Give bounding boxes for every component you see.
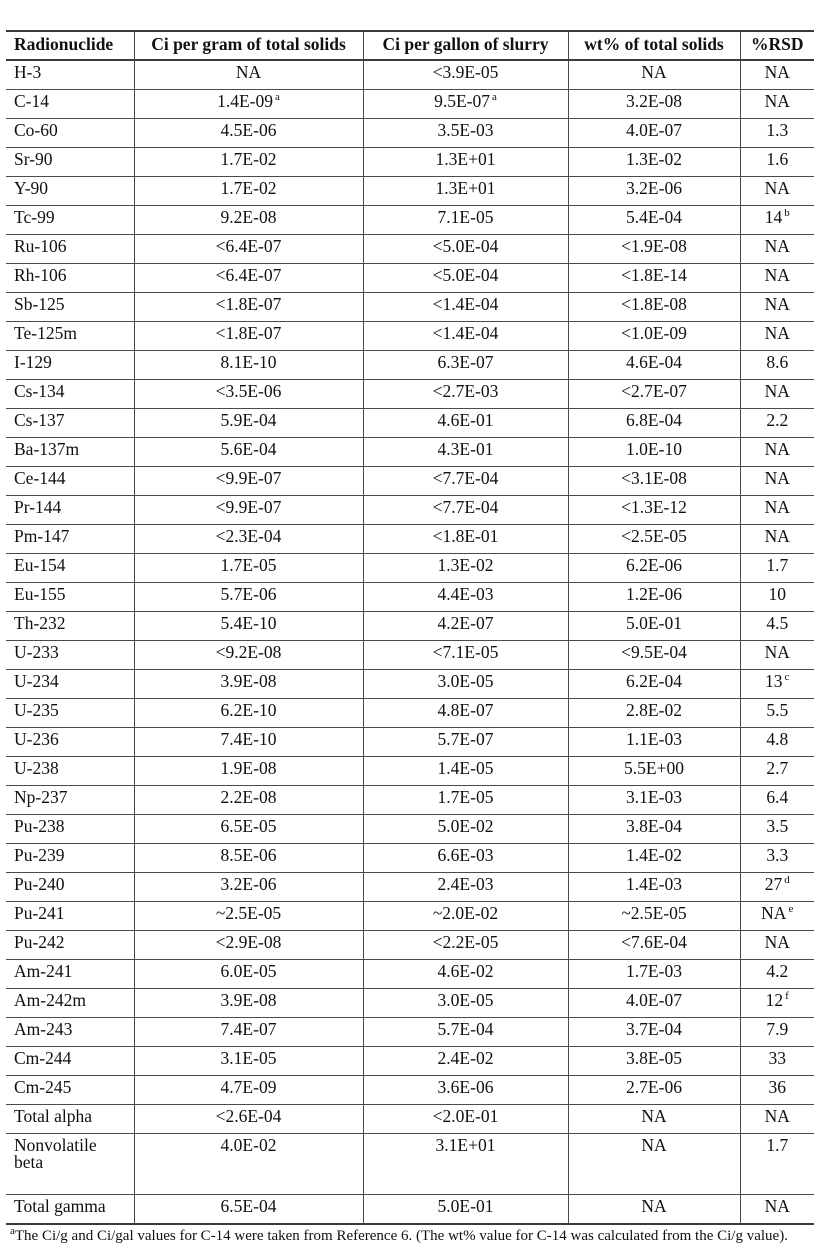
cell-rsd: 1.6 bbox=[740, 147, 814, 176]
cell-ci-per-gallon: 5.0E-02 bbox=[363, 814, 568, 843]
cell-radionuclide: Np-237 bbox=[6, 785, 134, 814]
cell-radionuclide: Co-60 bbox=[6, 118, 134, 147]
cell-wt-percent: 6.2E-06 bbox=[568, 553, 740, 582]
table-row bbox=[6, 698, 814, 727]
footnote-marker: a bbox=[275, 90, 280, 103]
table-row bbox=[6, 466, 814, 495]
table-row bbox=[6, 437, 814, 466]
cell-radionuclide: Nonvolatile beta bbox=[6, 1133, 134, 1194]
table-row bbox=[6, 553, 814, 582]
cell-ci-per-gallon: <1.4E-04 bbox=[363, 292, 568, 321]
cell-rsd: NA bbox=[740, 379, 814, 408]
cell-wt-percent: 5.0E-01 bbox=[568, 611, 740, 640]
cell-ci-per-gram: <9.2E-08 bbox=[134, 640, 363, 669]
cell-ci-per-gram: <2.9E-08 bbox=[134, 930, 363, 959]
cell-radionuclide: U-236 bbox=[6, 727, 134, 756]
cell-wt-percent: 4.6E-04 bbox=[568, 350, 740, 379]
cell-radionuclide: Cs-134 bbox=[6, 379, 134, 408]
cell-ci-per-gram: 3.9E-08 bbox=[134, 988, 363, 1017]
cell-radionuclide: U-233 bbox=[6, 640, 134, 669]
cell-rsd: NA bbox=[740, 437, 814, 466]
cell-wt-percent: <3.1E-08 bbox=[568, 466, 740, 495]
table-row bbox=[6, 785, 814, 814]
table-row bbox=[6, 205, 814, 234]
cell-rsd: NA bbox=[740, 930, 814, 959]
cell-wt-percent: 4.0E-07 bbox=[568, 118, 740, 147]
cell-radionuclide: Am-243 bbox=[6, 1017, 134, 1046]
cell-rsd: NA $^e$ bbox=[740, 901, 814, 930]
table-row bbox=[6, 263, 814, 292]
cell-ci-per-gallon: <2.0E-01 bbox=[363, 1104, 568, 1133]
cell-rsd: NA bbox=[740, 524, 814, 553]
cell-rsd: 5.5 bbox=[740, 698, 814, 727]
cell-wt-percent: 3.2E-08 bbox=[568, 89, 740, 118]
cell-ci-per-gram: 1.9E-08 bbox=[134, 756, 363, 785]
table-row bbox=[6, 147, 814, 176]
cell-ci-per-gram: <9.9E-07 bbox=[134, 466, 363, 495]
cell-wt-percent: 4.0E-07 bbox=[568, 988, 740, 1017]
cell-ci-per-gallon: 7.1E-05 bbox=[363, 205, 568, 234]
table-row bbox=[6, 582, 814, 611]
cell-ci-per-gram: 6.2E-10 bbox=[134, 698, 363, 727]
table-row bbox=[6, 1017, 814, 1046]
footnote-marker: e bbox=[788, 902, 794, 915]
table-row bbox=[6, 1194, 814, 1224]
cell-rsd: 3.5 bbox=[740, 814, 814, 843]
cell-ci-per-gallon: 1.7E-05 bbox=[363, 785, 568, 814]
table-row bbox=[6, 292, 814, 321]
cell-radionuclide: Eu-155 bbox=[6, 582, 134, 611]
cell-ci-per-gram: 3.9E-08 bbox=[134, 669, 363, 698]
table-row bbox=[6, 1046, 814, 1075]
cell-ci-per-gram: 7.4E-10 bbox=[134, 727, 363, 756]
cell-ci-per-gram: 3.2E-06 bbox=[134, 872, 363, 901]
cell-radionuclide: Sr-90 bbox=[6, 147, 134, 176]
cell-radionuclide: Pu-240 bbox=[6, 872, 134, 901]
cell-ci-per-gram: 4.5E-06 bbox=[134, 118, 363, 147]
cell-rsd: NA bbox=[740, 176, 814, 205]
cell-rsd: 2.7 bbox=[740, 756, 814, 785]
cell-radionuclide: H-3 bbox=[6, 60, 134, 90]
cell-rsd: 27 $^d$ bbox=[740, 872, 814, 901]
cell-rsd: NA bbox=[740, 1104, 814, 1133]
cell-ci-per-gram: 5.7E-06 bbox=[134, 582, 363, 611]
cell-rsd: 12 $^f$ bbox=[740, 988, 814, 1017]
cell-ci-per-gram: 4.0E-02 bbox=[134, 1133, 363, 1194]
table-row bbox=[6, 988, 814, 1017]
cell-ci-per-gram: 8.5E-06 bbox=[134, 843, 363, 872]
cell-ci-per-gallon: <1.4E-04 bbox=[363, 321, 568, 350]
cell-wt-percent: <1.3E-12 bbox=[568, 495, 740, 524]
cell-ci-per-gallon: 5.7E-04 bbox=[363, 1017, 568, 1046]
table-header bbox=[6, 31, 814, 60]
cell-wt-percent: <7.6E-04 bbox=[568, 930, 740, 959]
cell-ci-per-gram: ~2.5E-05 bbox=[134, 901, 363, 930]
table-row bbox=[6, 843, 814, 872]
cell-ci-per-gallon: 4.3E-01 bbox=[363, 437, 568, 466]
cell-radionuclide: U-235 bbox=[6, 698, 134, 727]
cell-rsd: 4.2 bbox=[740, 959, 814, 988]
table-row bbox=[6, 89, 814, 118]
footnote-marker: a bbox=[10, 1224, 15, 1237]
cell-ci-per-gallon: 2.4E-03 bbox=[363, 872, 568, 901]
cell-ci-per-gram: <1.8E-07 bbox=[134, 321, 363, 350]
cell-rsd: 1.7 bbox=[740, 553, 814, 582]
cell-wt-percent: <2.7E-07 bbox=[568, 379, 740, 408]
footnotes bbox=[6, 1224, 814, 1245]
cell-ci-per-gram: 3.1E-05 bbox=[134, 1046, 363, 1075]
table-row bbox=[6, 350, 814, 379]
cell-radionuclide: Am-241 bbox=[6, 959, 134, 988]
cell-wt-percent: 1.0E-10 bbox=[568, 437, 740, 466]
cell-rsd: 4.5 bbox=[740, 611, 814, 640]
cell-ci-per-gallon: 4.8E-07 bbox=[363, 698, 568, 727]
cell-radionuclide: Eu-154 bbox=[6, 553, 134, 582]
footnote-line: $^a$The Ci/g and Ci/gal values for C-14 were taken from Reference 6. (The wt% value for C-14 was calculated from the Ci/g value). bbox=[10, 1224, 788, 1244]
table-row bbox=[6, 234, 814, 263]
cell-wt-percent: 6.2E-04 bbox=[568, 669, 740, 698]
cell-ci-per-gallon: 3.6E-06 bbox=[363, 1075, 568, 1104]
cell-rsd: 1.3 bbox=[740, 118, 814, 147]
cell-wt-percent: <2.5E-05 bbox=[568, 524, 740, 553]
cell-ci-per-gram: 5.6E-04 bbox=[134, 437, 363, 466]
cell-rsd: NA bbox=[740, 1194, 814, 1224]
cell-ci-per-gram: 6.5E-05 bbox=[134, 814, 363, 843]
table-row bbox=[6, 901, 814, 930]
cell-radionuclide: U-234 bbox=[6, 669, 134, 698]
cell-wt-percent: <9.5E-04 bbox=[568, 640, 740, 669]
cell-radionuclide: Ru-106 bbox=[6, 234, 134, 263]
cell-ci-per-gram: 9.2E-08 bbox=[134, 205, 363, 234]
table-row bbox=[6, 669, 814, 698]
cell-radionuclide: Total alpha bbox=[6, 1104, 134, 1133]
table-body bbox=[6, 60, 814, 1224]
cell-ci-per-gram: <3.5E-06 bbox=[134, 379, 363, 408]
footnote-marker: a bbox=[492, 90, 497, 103]
cell-rsd: NA bbox=[740, 495, 814, 524]
cell-ci-per-gallon: 1.4E-05 bbox=[363, 756, 568, 785]
cell-ci-per-gallon: 2.4E-02 bbox=[363, 1046, 568, 1075]
cell-rsd: NA bbox=[740, 60, 814, 90]
table-row bbox=[6, 930, 814, 959]
cell-radionuclide: Pm-147 bbox=[6, 524, 134, 553]
cell-rsd: 1.7 bbox=[740, 1133, 814, 1194]
cell-radionuclide: Pu-242 bbox=[6, 930, 134, 959]
table-row bbox=[6, 727, 814, 756]
cell-ci-per-gram: 1.4E-09 $^a$ bbox=[134, 89, 363, 118]
cell-radionuclide: Rh-106 bbox=[6, 263, 134, 292]
cell-wt-percent: 1.7E-03 bbox=[568, 959, 740, 988]
cell-wt-percent: NA bbox=[568, 60, 740, 90]
cell-rsd: 3.3 bbox=[740, 843, 814, 872]
cell-ci-per-gram: <9.9E-07 bbox=[134, 495, 363, 524]
cell-rsd: 6.4 bbox=[740, 785, 814, 814]
footnote-marker: b bbox=[784, 206, 790, 219]
footnote-marker: d bbox=[784, 873, 790, 886]
cell-ci-per-gram: 6.5E-04 bbox=[134, 1194, 363, 1224]
cell-wt-percent: 1.3E-02 bbox=[568, 147, 740, 176]
cell-ci-per-gallon: 1.3E+01 bbox=[363, 176, 568, 205]
cell-radionuclide: Te-125m bbox=[6, 321, 134, 350]
cell-radionuclide: Total gamma bbox=[6, 1194, 134, 1224]
cell-wt-percent: 1.4E-03 bbox=[568, 872, 740, 901]
cell-ci-per-gallon: <1.8E-01 bbox=[363, 524, 568, 553]
cell-radionuclide: Pu-238 bbox=[6, 814, 134, 843]
cell-radionuclide: Tc-99 bbox=[6, 205, 134, 234]
cell-radionuclide: U-238 bbox=[6, 756, 134, 785]
cell-ci-per-gallon: 6.3E-07 bbox=[363, 350, 568, 379]
cell-ci-per-gallon: <5.0E-04 bbox=[363, 263, 568, 292]
table-row bbox=[6, 814, 814, 843]
table-row bbox=[6, 1133, 814, 1194]
footnote-marker: c bbox=[784, 670, 790, 683]
cell-rsd: 36 bbox=[740, 1075, 814, 1104]
cell-radionuclide: Cs-137 bbox=[6, 408, 134, 437]
cell-rsd: NA bbox=[740, 234, 814, 263]
cell-ci-per-gallon: 6.6E-03 bbox=[363, 843, 568, 872]
cell-ci-per-gallon: 3.0E-05 bbox=[363, 669, 568, 698]
cell-rsd: NA bbox=[740, 89, 814, 118]
cell-radionuclide: Am-242m bbox=[6, 988, 134, 1017]
table-row bbox=[6, 60, 814, 90]
cell-wt-percent: ~2.5E-05 bbox=[568, 901, 740, 930]
column-header-ci-per-gallon: Ci per gallon of slurry bbox=[363, 31, 568, 60]
cell-radionuclide: Th-232 bbox=[6, 611, 134, 640]
cell-wt-percent: <1.0E-09 bbox=[568, 321, 740, 350]
cell-ci-per-gram: <6.4E-07 bbox=[134, 234, 363, 263]
cell-wt-percent: 6.8E-04 bbox=[568, 408, 740, 437]
table-row bbox=[6, 495, 814, 524]
cell-ci-per-gram: 2.2E-08 bbox=[134, 785, 363, 814]
cell-radionuclide: I-129 bbox=[6, 350, 134, 379]
cell-ci-per-gallon: <7.1E-05 bbox=[363, 640, 568, 669]
cell-rsd: 4.8 bbox=[740, 727, 814, 756]
cell-wt-percent: 1.2E-06 bbox=[568, 582, 740, 611]
cell-ci-per-gallon: <7.7E-04 bbox=[363, 466, 568, 495]
cell-ci-per-gram: 7.4E-07 bbox=[134, 1017, 363, 1046]
cell-ci-per-gallon: 4.6E-02 bbox=[363, 959, 568, 988]
table-row bbox=[6, 756, 814, 785]
cell-ci-per-gram: 1.7E-02 bbox=[134, 176, 363, 205]
table-row bbox=[6, 1104, 814, 1133]
cell-wt-percent: 1.4E-02 bbox=[568, 843, 740, 872]
cell-wt-percent: 3.8E-04 bbox=[568, 814, 740, 843]
table-row bbox=[6, 1075, 814, 1104]
cell-ci-per-gallon: 3.1E+01 bbox=[363, 1133, 568, 1194]
cell-wt-percent: 3.7E-04 bbox=[568, 1017, 740, 1046]
cell-ci-per-gallon: 5.7E-07 bbox=[363, 727, 568, 756]
cell-wt-percent: <1.8E-08 bbox=[568, 292, 740, 321]
cell-radionuclide: Pu-241 bbox=[6, 901, 134, 930]
cell-ci-per-gallon: <2.7E-03 bbox=[363, 379, 568, 408]
cell-radionuclide: Pr-144 bbox=[6, 495, 134, 524]
table-row bbox=[6, 640, 814, 669]
column-header-ci-per-gram: Ci per gram of total solids bbox=[134, 31, 363, 60]
cell-wt-percent: <1.9E-08 bbox=[568, 234, 740, 263]
cell-rsd: NA bbox=[740, 640, 814, 669]
cell-rsd: 13 $^c$ bbox=[740, 669, 814, 698]
table-row bbox=[6, 176, 814, 205]
cell-wt-percent: <1.8E-14 bbox=[568, 263, 740, 292]
cell-ci-per-gram: <1.8E-07 bbox=[134, 292, 363, 321]
cell-radionuclide: C-14 bbox=[6, 89, 134, 118]
cell-ci-per-gallon: ~2.0E-02 bbox=[363, 901, 568, 930]
cell-ci-per-gram: 5.9E-04 bbox=[134, 408, 363, 437]
cell-ci-per-gram: 4.7E-09 bbox=[134, 1075, 363, 1104]
cell-ci-per-gallon: <7.7E-04 bbox=[363, 495, 568, 524]
cell-ci-per-gram: 1.7E-05 bbox=[134, 553, 363, 582]
cell-radionuclide: Pu-239 bbox=[6, 843, 134, 872]
table-row bbox=[6, 379, 814, 408]
radionuclide-table bbox=[6, 30, 814, 1225]
cell-ci-per-gram: 5.4E-10 bbox=[134, 611, 363, 640]
table-row bbox=[6, 321, 814, 350]
cell-radionuclide: Ce-144 bbox=[6, 466, 134, 495]
cell-radionuclide: Y-90 bbox=[6, 176, 134, 205]
cell-ci-per-gallon: 1.3E-02 bbox=[363, 553, 568, 582]
cell-wt-percent: 5.5E+00 bbox=[568, 756, 740, 785]
cell-ci-per-gallon: 1.3E+01 bbox=[363, 147, 568, 176]
cell-rsd: NA bbox=[740, 292, 814, 321]
cell-rsd: 8.6 bbox=[740, 350, 814, 379]
cell-radionuclide: Cm-244 bbox=[6, 1046, 134, 1075]
cell-wt-percent: 2.8E-02 bbox=[568, 698, 740, 727]
table-row bbox=[6, 611, 814, 640]
cell-rsd: NA bbox=[740, 263, 814, 292]
cell-wt-percent: 3.1E-03 bbox=[568, 785, 740, 814]
cell-ci-per-gram: <6.4E-07 bbox=[134, 263, 363, 292]
table-row bbox=[6, 524, 814, 553]
cell-radionuclide: Cm-245 bbox=[6, 1075, 134, 1104]
column-header-radionuclide: Radionuclide bbox=[6, 31, 134, 60]
cell-rsd: 2.2 bbox=[740, 408, 814, 437]
cell-radionuclide: Ba-137m bbox=[6, 437, 134, 466]
cell-wt-percent: NA bbox=[568, 1194, 740, 1224]
table-row bbox=[6, 872, 814, 901]
cell-wt-percent: 3.8E-05 bbox=[568, 1046, 740, 1075]
cell-wt-percent: NA bbox=[568, 1104, 740, 1133]
cell-rsd: 33 bbox=[740, 1046, 814, 1075]
cell-wt-percent: 5.4E-04 bbox=[568, 205, 740, 234]
cell-ci-per-gram: 1.7E-02 bbox=[134, 147, 363, 176]
cell-wt-percent: NA bbox=[568, 1133, 740, 1194]
cell-wt-percent: 3.2E-06 bbox=[568, 176, 740, 205]
cell-ci-per-gallon: <3.9E-05 bbox=[363, 60, 568, 90]
cell-ci-per-gallon: 3.0E-05 bbox=[363, 988, 568, 1017]
cell-ci-per-gram: <2.6E-04 bbox=[134, 1104, 363, 1133]
cell-ci-per-gallon: 4.6E-01 bbox=[363, 408, 568, 437]
cell-ci-per-gallon: 5.0E-01 bbox=[363, 1194, 568, 1224]
cell-ci-per-gallon: 3.5E-03 bbox=[363, 118, 568, 147]
table-row bbox=[6, 118, 814, 147]
cell-ci-per-gallon: 4.4E-03 bbox=[363, 582, 568, 611]
cell-wt-percent: 2.7E-06 bbox=[568, 1075, 740, 1104]
column-header-rsd: %RSD bbox=[740, 31, 814, 60]
cell-ci-per-gallon: <5.0E-04 bbox=[363, 234, 568, 263]
cell-ci-per-gram: 8.1E-10 bbox=[134, 350, 363, 379]
cell-ci-per-gram: 6.0E-05 bbox=[134, 959, 363, 988]
footnote-marker: f bbox=[785, 989, 789, 1002]
cell-ci-per-gram: <2.3E-04 bbox=[134, 524, 363, 553]
cell-ci-per-gallon: 9.5E-07 $^a$ bbox=[363, 89, 568, 118]
cell-rsd: 7.9 bbox=[740, 1017, 814, 1046]
table-row bbox=[6, 959, 814, 988]
cell-wt-percent: 1.1E-03 bbox=[568, 727, 740, 756]
cell-rsd: 14 $^b$ bbox=[740, 205, 814, 234]
table-row bbox=[6, 408, 814, 437]
cell-rsd: NA bbox=[740, 321, 814, 350]
cell-ci-per-gallon: 4.2E-07 bbox=[363, 611, 568, 640]
cell-ci-per-gram: NA bbox=[134, 60, 363, 90]
header-row bbox=[6, 31, 814, 60]
cell-ci-per-gallon: <2.2E-05 bbox=[363, 930, 568, 959]
column-header-wt-percent: wt% of total solids bbox=[568, 31, 740, 60]
cell-rsd: NA bbox=[740, 466, 814, 495]
cell-rsd: 10 bbox=[740, 582, 814, 611]
cell-radionuclide: Sb-125 bbox=[6, 292, 134, 321]
